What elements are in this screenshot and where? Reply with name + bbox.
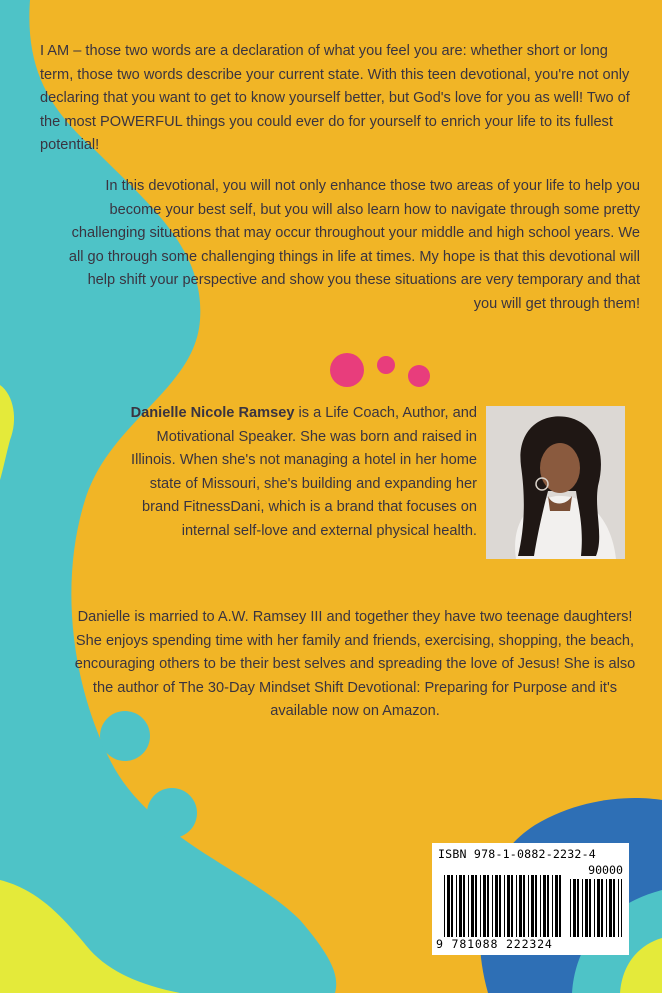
- barcode-bar: [444, 875, 445, 937]
- barcode-bar: [463, 875, 465, 937]
- barcode-bar: [471, 875, 474, 937]
- barcode-bar: [552, 875, 553, 937]
- author-bio-text: is a Life Coach, Author, and Motivational Speaker. She was born and raised in Illinois. When she's not managing a hotel in her home state of Missouri, she's building and expanding her brand FitnessDani, which is a brand that focuses on internal self-love and external physical health.: [131, 405, 477, 539]
- barcode-bar: [573, 879, 576, 937]
- pink-dot-medium: [408, 365, 430, 387]
- barcode-bar: [487, 875, 489, 937]
- barcode-bar: [499, 875, 501, 937]
- barcode-bar: [582, 879, 583, 937]
- isbn-barcode: [432, 843, 629, 955]
- author-name: Danielle Nicole Ramsey: [130, 405, 295, 421]
- barcode-bar: [570, 879, 571, 937]
- barcode-bar: [459, 875, 462, 937]
- addon-bars: [570, 879, 622, 937]
- barcode-bar: [475, 875, 477, 937]
- barcode-bar: [528, 875, 529, 937]
- barcode-bar: [543, 875, 546, 937]
- barcode-bar: [589, 879, 591, 937]
- devotional-paragraph: In this devotional, you will not only enhance those two areas of your life to help you become your best self, but you will also learn how to navigate through some pretty challenging situations that may occur throughout your middle and high school years. We all go through some challenging things in life at times. My hope is that this devotional will help shift your perspective and show you these situations are very temporary and that you will get through them!: [68, 178, 640, 312]
- barcode-bar: [523, 875, 525, 937]
- barcode-bar: [511, 875, 513, 937]
- barcode-bar: [618, 879, 619, 937]
- barcode-bar: [606, 879, 607, 937]
- barcode-bar: [597, 879, 600, 937]
- pink-dot-small: [377, 356, 395, 374]
- barcode-bar: [456, 875, 457, 937]
- barcode-bar: [555, 875, 558, 937]
- barcode-bar: [559, 875, 561, 937]
- author-photo-illustration: [486, 406, 625, 559]
- barcode-bar: [621, 879, 622, 937]
- barcode-bar: [613, 879, 615, 937]
- barcode-bar: [609, 879, 612, 937]
- barcode-bar: [585, 879, 588, 937]
- teal-circle-medium: [147, 788, 197, 838]
- barcode-bar: [451, 875, 453, 937]
- barcode-bar: [447, 875, 450, 937]
- barcode-bar: [504, 875, 505, 937]
- family-paragraph: Danielle is married to A.W. Ramsey III and together they have two teenage daughters! She enjoys spending time with her family and friends, exercising, shopping, the beach, encouraging others to be their best selves and spreading the love of Jesus! She is also the author of The 30-Day Mindset Shift Devotional: Preparing for Purpose and it's available now on Amazon.: [74, 609, 636, 720]
- barcode-bar: [480, 875, 481, 937]
- author-photo: [486, 406, 625, 559]
- isbn-label: ISBN 978-1-0882-2232-4: [438, 847, 596, 861]
- barcode-bar: [547, 875, 549, 937]
- barcode-bar: [531, 875, 534, 937]
- author-bio-paragraph: [120, 402, 477, 544]
- barcode-bar: [540, 875, 541, 937]
- ean-digits: 9 781088 222324: [436, 937, 553, 951]
- barcode-bar: [483, 875, 486, 937]
- barcode-bar: [577, 879, 579, 937]
- pink-dot-large: [330, 353, 364, 387]
- barcode-bar: [468, 875, 469, 937]
- ean-bars: [444, 875, 564, 937]
- barcode-bar: [507, 875, 510, 937]
- barcode-bar: [601, 879, 603, 937]
- barcode-bar: [594, 879, 595, 937]
- intro-paragraph: I AM – those two words are a declaration of what you feel you are: whether short or long term, those two words describe your current state. With this teen devotional, you're not only declaring that you want to get to know yourself better, but God's love for you as well! Two of the most POWERFUL things you could ever do for yourself to enrich your life to its fullest potential!: [40, 43, 630, 154]
- barcode-bar: [516, 875, 517, 937]
- price-code: 90000: [588, 863, 623, 877]
- barcode-bar: [535, 875, 537, 937]
- barcode-bar: [495, 875, 498, 937]
- barcode-bar: [519, 875, 522, 937]
- barcode-bar: [492, 875, 493, 937]
